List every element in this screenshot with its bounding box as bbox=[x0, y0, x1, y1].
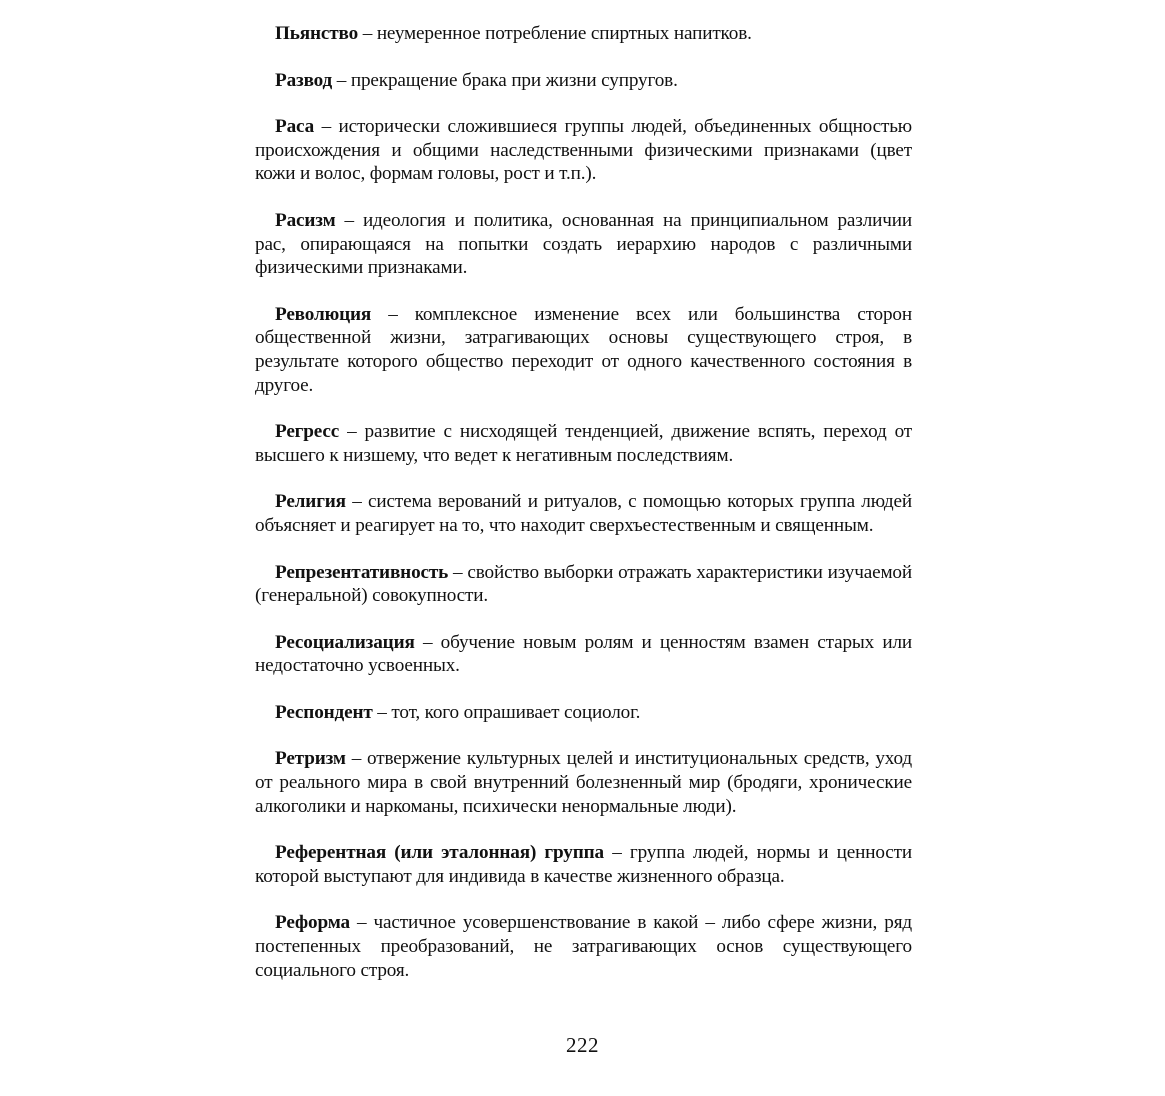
glossary-entry bbox=[255, 701, 912, 725]
entry-term: Расизм bbox=[275, 209, 336, 231]
entry-term: Ретризм bbox=[275, 748, 346, 770]
page-number: 222 bbox=[566, 1033, 599, 1057]
entry-term: Развод bbox=[275, 69, 333, 91]
entry-definition: – идеология и политика, основанная на принципиальном различии рас, опирающаяся на попытки создать иерархию народов с различными физическими признаками. bbox=[255, 209, 912, 279]
glossary-entry bbox=[255, 911, 912, 982]
glossary-entry bbox=[255, 631, 912, 678]
entry-definition: – частичное усовершенствование в какой – либо сфере жизни, ряд постепенных преобразований, не затрагивающих основ существующего социального строя. bbox=[255, 912, 912, 981]
entry-term: Репрезентативность bbox=[275, 561, 449, 583]
glossary-entry bbox=[255, 841, 912, 888]
entry-term: Религия bbox=[275, 491, 346, 513]
glossary-entry bbox=[255, 420, 912, 467]
glossary-entries bbox=[255, 22, 912, 1005]
glossary-entry bbox=[255, 69, 912, 93]
glossary-entry bbox=[255, 747, 912, 818]
glossary-entry bbox=[255, 22, 912, 46]
glossary-entry bbox=[255, 561, 912, 608]
entry-term: Раса bbox=[275, 116, 315, 138]
glossary-entry bbox=[255, 115, 912, 186]
entry-definition: – исторически сложившиеся группы людей, объединенных общностью происхождения и общими наследственными физическими признаками (цвет кожи и волос, формам головы, рост и т.п.). bbox=[255, 116, 912, 185]
entry-term: Респондент bbox=[275, 701, 373, 723]
entry-definition: – прекращение брака при жизни супругов. bbox=[332, 69, 678, 91]
entry-term: Регресс bbox=[275, 421, 340, 443]
entry-definition: – система верований и ритуалов, с помощью которых группа людей объясняет и реагирует на то, что находит сверхъестественным и священным. bbox=[255, 491, 912, 536]
glossary-entry bbox=[255, 209, 912, 280]
entry-definition: – свойство выборки отражать характеристики изучаемой (генеральной) совокупности. bbox=[255, 561, 912, 607]
entry-definition: – неумеренное потребление спиртных напитков. bbox=[358, 23, 752, 44]
entry-term: Реформа bbox=[275, 912, 350, 934]
glossary-entry bbox=[255, 303, 912, 397]
entry-term: Пьянство bbox=[275, 23, 359, 44]
entry-definition: – обучение новым ролям и ценностям взамен старых или недостаточно усвоенных. bbox=[255, 631, 912, 677]
entry-definition: – развитие с нисходящей тенденцией, движение вспять, переход от высшего к низшему, что ведет к негативным последствиям. bbox=[255, 421, 912, 466]
glossary-entry bbox=[255, 490, 912, 537]
entry-term: Референтная (или эталонная) группа bbox=[275, 842, 604, 864]
entry-term: Революция bbox=[275, 303, 372, 325]
entry-definition: – тот, кого опрашивает социолог. bbox=[372, 701, 641, 723]
entry-definition: – комплексное изменение всех или большинства сторон общественной жизни, затрагивающих основы существующего строя, в результате которого общество переходит от одного качественного состояния в другое. bbox=[255, 303, 912, 396]
entry-definition: – отвержение культурных целей и институциональных средств, уход от реального мира в свой внутренний болезненный мир (бродяги, хронические алкоголики и наркоманы, психически ненормальные люди). bbox=[255, 748, 912, 817]
entry-definition: – группа людей, нормы и ценности которой выступают для индивида в качестве жизненного образца. bbox=[255, 842, 912, 887]
entry-term: Ресоциализация bbox=[275, 631, 415, 653]
